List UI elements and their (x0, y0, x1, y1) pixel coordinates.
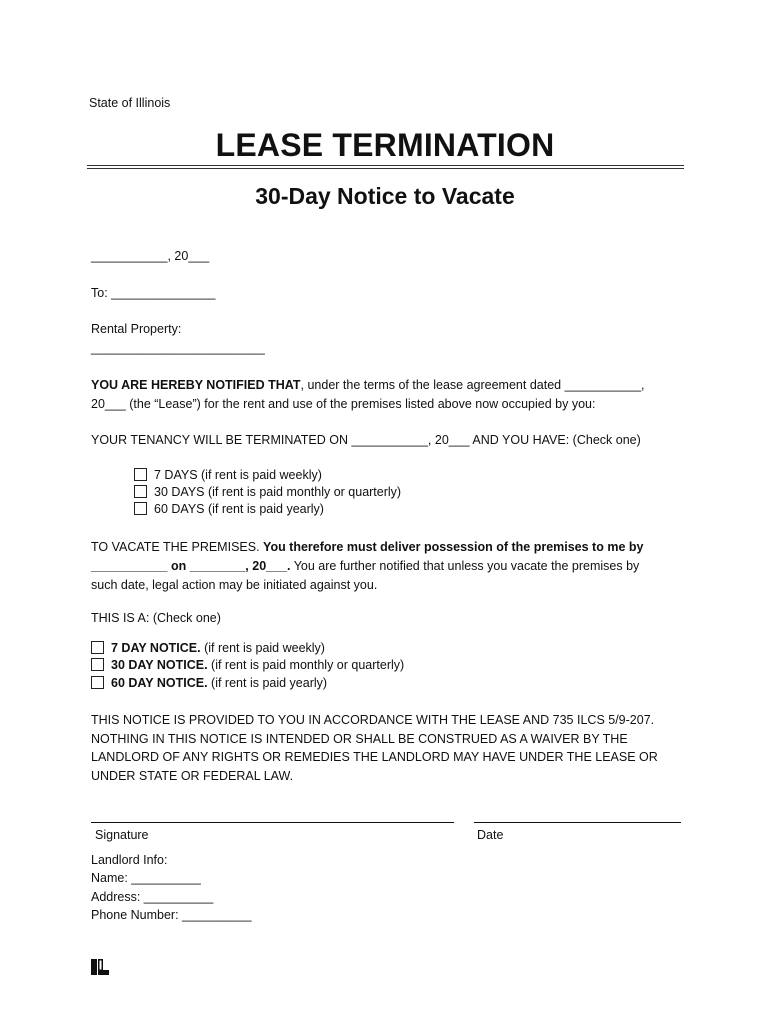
notified-line-2: 20___ (the “Lease”) for the rent and use of the premises listed above now occupied by you: (91, 397, 596, 411)
state-label: State of Illinois (89, 96, 171, 110)
legal-line: LANDLORD OF ANY RIGHTS OR REMEDIES THE LANDLORD MAY HAVE UNDER THE LEASE OR (91, 750, 658, 764)
days-option-7 (134, 467, 322, 483)
checkbox-60-day-notice[interactable] (91, 676, 104, 689)
notice-option-60 (91, 675, 327, 691)
vacate-line-1 (91, 540, 643, 555)
date-line[interactable]: ___________, 20___ (91, 249, 210, 263)
landlord-heading: Landlord Info: (91, 853, 168, 867)
title-rule-top (87, 165, 684, 166)
checkbox-60-days[interactable] (134, 502, 147, 515)
signature-label: Signature (95, 828, 149, 842)
document-logo-icon (90, 957, 110, 977)
to-line[interactable]: To: _______________ (91, 286, 216, 300)
checkbox-30-day-notice[interactable] (91, 658, 104, 671)
checkbox-7-day-notice[interactable] (91, 641, 104, 654)
title-rule-bottom (87, 168, 684, 169)
rental-property-label: Rental Property: (91, 322, 182, 336)
this-is-a-label: THIS IS A: (Check one) (91, 611, 221, 625)
notice-option-bold: 7 DAY NOTICE. (111, 641, 201, 655)
vacate-line-1-normal: TO VACATE THE PREMISES. (91, 540, 264, 554)
notified-line-1 (91, 378, 645, 393)
tenancy-line: YOUR TENANCY WILL BE TERMINATED ON ___________, 20___ AND YOU HAVE: (Check one) (91, 433, 641, 447)
notice-option-bold: 60 DAY NOTICE. (111, 676, 208, 690)
notice-option-normal: (if rent is paid weekly) (200, 641, 325, 655)
landlord-phone-field[interactable]: Phone Number: __________ (91, 908, 252, 922)
notified-line-1-rest: , under the terms of the lease agreement dated ___________, (300, 378, 645, 392)
days-option-label: 7 DAYS (if rent is paid weekly) (154, 468, 322, 482)
legal-line: THIS NOTICE IS PROVIDED TO YOU IN ACCORDANCE WITH THE LEASE AND 735 ILCS 5/9-207. (91, 713, 655, 727)
vacate-line-2-bold[interactable]: ___________ on ________, 20___. (91, 559, 291, 573)
legal-line: NOTHING IN THIS NOTICE IS INTENDED OR SHALL BE CONSTRUED AS A WAIVER BY THE (91, 732, 628, 746)
days-option-label: 60 DAYS (if rent is paid yearly) (154, 502, 324, 516)
notice-option-normal: (if rent is paid monthly or quarterly) (207, 658, 405, 672)
rental-property-field[interactable]: _________________________ (91, 341, 265, 355)
legal-line: UNDER STATE OR FEDERAL LAW. (91, 769, 294, 783)
days-option-label: 30 DAYS (if rent is paid monthly or quarterly) (154, 485, 402, 499)
signature-line[interactable] (91, 822, 454, 823)
notice-option-30 (91, 657, 404, 673)
notice-option-normal: (if rent is paid yearly) (207, 676, 328, 690)
document-subtitle: 30-Day Notice to Vacate (255, 183, 515, 209)
date-signature-line[interactable] (474, 822, 681, 823)
vacate-line-2 (91, 559, 639, 574)
checkbox-30-days[interactable] (134, 485, 147, 498)
landlord-name-field[interactable]: Name: __________ (91, 871, 201, 885)
days-option-60 (134, 501, 324, 517)
notice-option-bold: 30 DAY NOTICE. (111, 658, 208, 672)
days-option-30 (134, 484, 401, 500)
landlord-address-field[interactable]: Address: __________ (91, 890, 214, 904)
vacate-line-1-bold: You therefore must deliver possession of the premises to me by (263, 540, 644, 554)
notified-bold-lead: YOU ARE HEREBY NOTIFIED THAT (91, 378, 301, 392)
notice-option-7 (91, 640, 325, 656)
vacate-line-2-normal: You are further notified that unless you vacate the premises by (290, 559, 640, 573)
date-label: Date (477, 828, 504, 842)
vacate-line-3: such date, legal action may be initiated against you. (91, 578, 378, 592)
document-title: LEASE TERMINATION (215, 127, 555, 163)
checkbox-7-days[interactable] (134, 468, 147, 481)
